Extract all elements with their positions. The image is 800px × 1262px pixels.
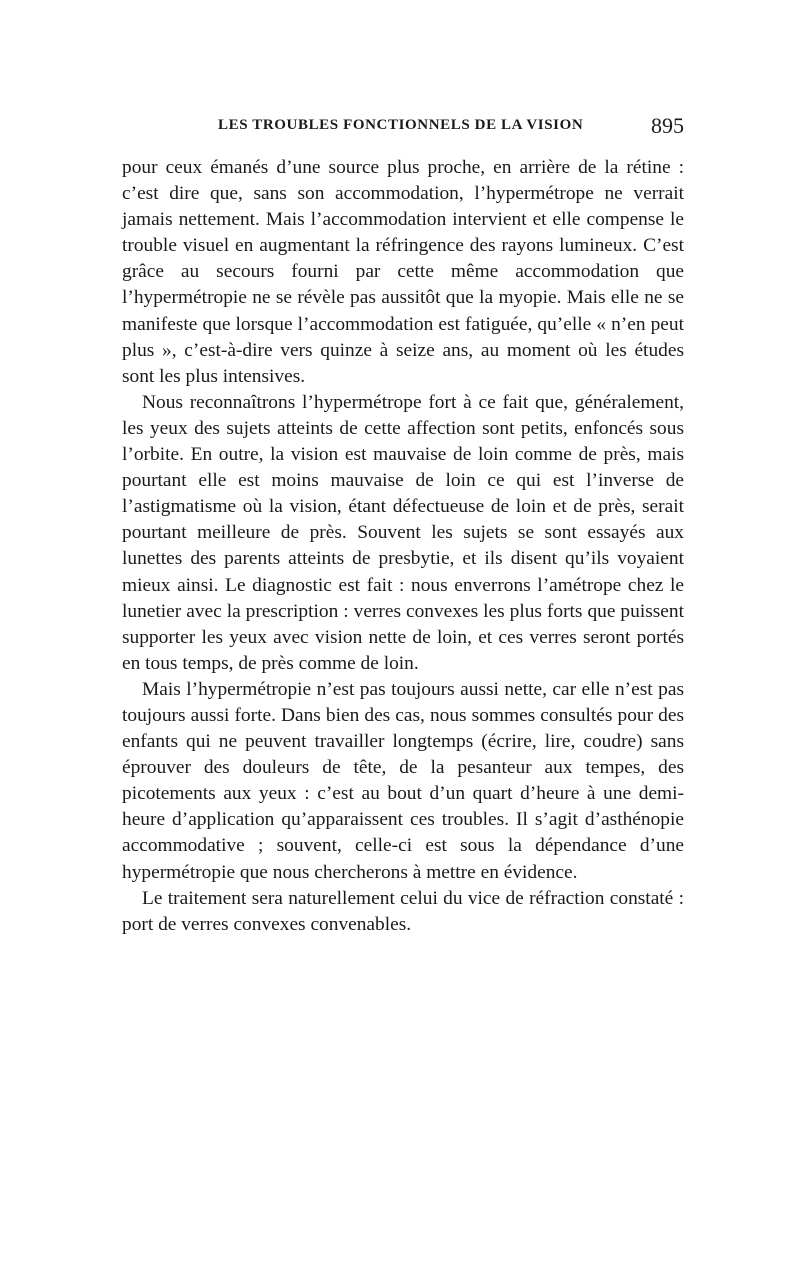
running-head: [122, 113, 684, 143]
paragraph-4: Le traitement sera naturellement celui du vice de réfraction constaté : port de verres convexes convenables.: [122, 887, 684, 935]
paragraph-1: pour ceux émanés d’une source plus proche, en arrière de la rétine : c’est dire que, sans son accommodation, l’hypermétrope ne verrait jamais nettement. Mais l’accommodation intervient et elle compense le trouble visuel en augmentant la réfringence des rayons lumineux. C’est grâce au secours fourni par cette même accommodation que l’hypermétropie ne se révèle pas aussitôt que la myopie. Mais elle ne se manifeste que lorsque l’accommodation est fatiguée, qu’elle « n’en peut plus », c’est-à-dire vers quinze à seize ans, au moment où les études sont les plus intensives.: [122, 157, 684, 387]
paragraph-3: Mais l’hypermétropie n’est pas toujours aussi nette, car elle n’est pas toujours aussi forte. Dans bien des cas, nous sommes consultés pour des enfants qui ne peuvent travailler longtemps (écrire, lire, coudre) sans éprouver des douleurs de tête, de la pesanteur aux tempes, des picotements aux yeux : c’est au bout d’un quart d’heure à une demi-heure d’application qu’apparaissent ces troubles. Il s’agit d’asthénopie accommodative ; souvent, celle-ci est sous la dépendance d’une hypermétropie que nous chercherons à mettre en évidence.: [122, 678, 684, 883]
body-text: [122, 155, 684, 938]
paragraph-2: Nous reconnaîtrons l’hypermétrope fort à ce fait que, généralement, les yeux des sujets atteints de cette affection sont petits, enfoncés sous l’orbite. En outre, la vision est mauvaise de loin comme de près, mais pourtant elle est moins mauvaise de loin ce qui est l’inverse de l’astigmatisme où la vision, étant défectueuse de loin et de près, serait pourtant meilleure de près. Souvent les sujets se sont essayés aux lunettes des parents atteints de presbytie, et ils disent qu’ils voyaient mieux ainsi. Le diagnostic est fait : nous enverrons l’amétrope chez le lunetier avec la prescription : verres convexes les plus forts que puissent supporter les yeux avec vision nette de loin, et ces verres seront portés en tous temps, de près comme de loin.: [122, 391, 684, 674]
page-number: 895: [651, 113, 684, 138]
running-title: LES TROUBLES FONCTIONNELS DE LA VISION: [218, 117, 584, 133]
